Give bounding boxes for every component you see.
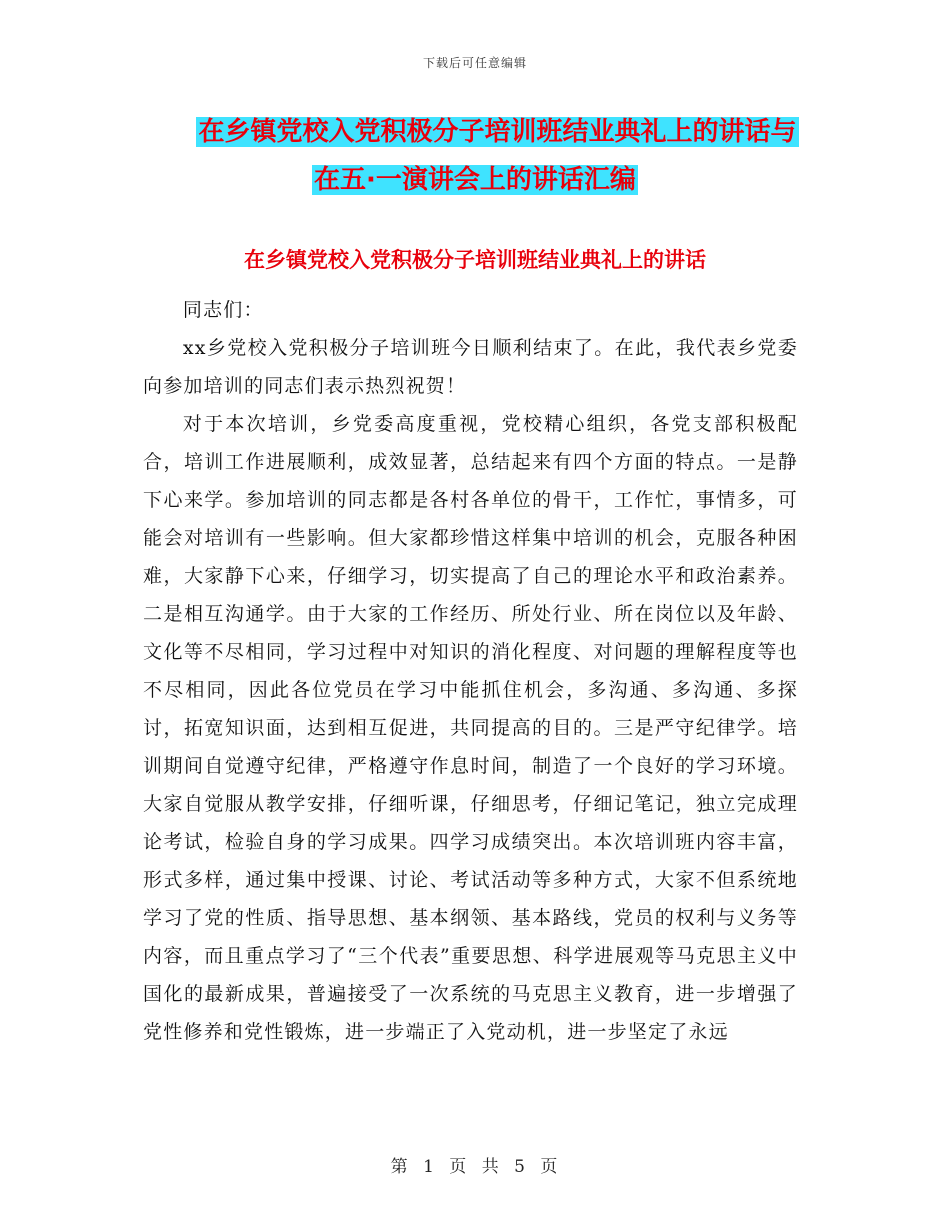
- document-body: [143, 291, 798, 1051]
- document-title: [0, 108, 950, 204]
- salutation-paragraph: 同志们：: [182, 299, 264, 321]
- body-paragraph: xx乡党校入党积极分子培训班今日顺利结束了。在此，我代表乡党委向参加培训的同志们表示热烈祝贺！: [143, 337, 798, 397]
- header-note: 下载后可任意编辑: [422, 56, 527, 70]
- document-title-line-2: 在五·一演讲会上的讲话汇编: [314, 165, 636, 195]
- page-number-footer: 第 1 页 共 5 页: [390, 1157, 560, 1177]
- section-title: 在乡镇党校入党积极分子培训班结业典礼上的讲话: [244, 248, 706, 272]
- document-title-line-1: 在乡镇党校入党积极分子培训班结业典礼上的讲话与: [198, 117, 797, 147]
- body-paragraph: 对于本次培训，乡党委高度重视，党校精心组织，各党支部积极配合，培训工作进展顺利，成效显著，总结起来有四个方面的特点。一是静下心来学。参加培训的同志都是各村各单位的骨干，工作忙，事情多，可能会对培训有一些影响。但大家都珍惜这样集中培训的机会，克服各种困难，大家静下心来，仔细学习，切实提高了自己的理论水平和政治素养。二是相互沟通学。由于大家的工作经历、所处行业、所在岗位以及年龄、文化等不尽相同，学习过程中对知识的消化程度、对问题的理解程度等也不尽相同，因此各位党员在学习中能抓住机会，多沟通、多沟通、多探讨，拓宽知识面，达到相互促进，共同提高的目的。三是严守纪律学。培训期间自觉遵守纪律，严格遵守作息时间，制造了一个良好的学习环境。大家自觉服从教学安排，仔细听课，仔细思考，仔细记笔记，独立完成理论考试，检验自身的学习成果。四学习成绩突出。本次培训班内容丰富，形式多样，通过集中授课、讨论、考试活动等多种方式，大家不但系统地学习了党的性质、指导思想、基本纲领、基本路线，党员的权利与义务等内容，而且重点学习了“三个代表”重要思想、科学进展观等马克思主义中国化的最新成果，普遍接受了一次系统的马克思主义教育，进一步增强了党性修养和党性锻炼，进一步端正了入党动机，进一步坚定了永远: [143, 413, 798, 1043]
